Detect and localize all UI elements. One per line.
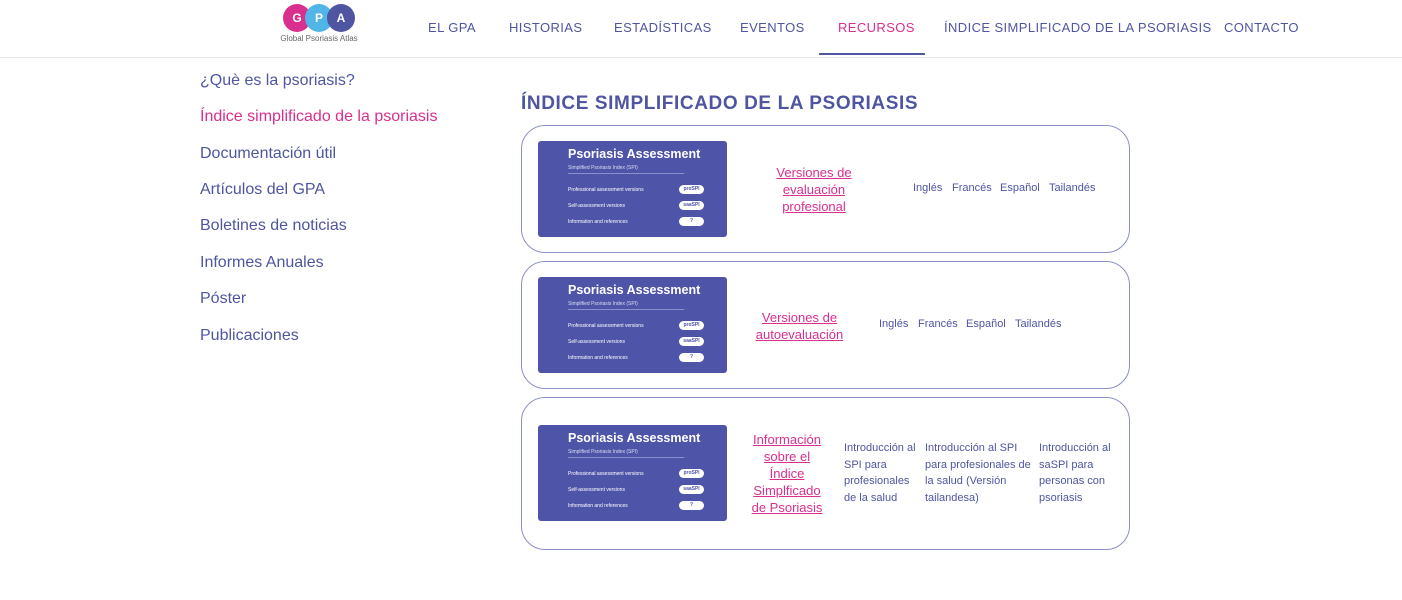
sidebar-item-documentacion[interactable]: Documentación útil: [200, 145, 337, 162]
thumbnail-row: Self-assessment versions: [568, 487, 625, 493]
thumbnail-divider: [568, 457, 684, 458]
site-header: [0, 0, 1402, 58]
link-ingles[interactable]: Inglés: [879, 318, 909, 330]
nav-eventos[interactable]: EVENTOS: [740, 20, 805, 35]
thumbnail-pill: ?: [679, 217, 704, 226]
thumbnail-subtitle: Simplified Psoriasis Index (SPI): [568, 165, 638, 171]
sidebar-item-publicaciones[interactable]: Publicaciones: [200, 327, 299, 344]
thumbnail-subtitle: Simplified Psoriasis Index (SPI): [568, 301, 638, 307]
thumbnail-row: Professional assessment versions: [568, 187, 644, 193]
sidebar-item-informes[interactable]: Informes Anuales: [200, 254, 324, 271]
thumbnail-pill: saaSPI: [679, 485, 704, 494]
thumbnail-row: Information and references: [568, 219, 628, 225]
logo-letter-p: P: [305, 4, 333, 32]
thumbnail-row: Professional assessment versions: [568, 471, 644, 477]
sidebar-item-articulos[interactable]: Artículos del GPA: [200, 181, 326, 198]
sidebar-item-boletines[interactable]: Boletines de noticias: [200, 217, 347, 234]
logo-tagline: Global Psoriasis Atlas: [280, 34, 358, 43]
thumbnail-row: Information and references: [568, 503, 628, 509]
nav-active-underline: [819, 53, 925, 55]
thumbnail-title: Psoriasis Assessment: [568, 431, 701, 445]
nav-el-gpa[interactable]: EL GPA: [428, 20, 476, 35]
thumbnail-pill: ?: [679, 353, 704, 362]
thumbnail-row: Information and references: [568, 355, 628, 361]
card-label-self-assessment[interactable]: Versiones de autoevaluación: [755, 310, 844, 342]
link-ingles[interactable]: Inglés: [913, 182, 943, 194]
nav-estadisticas[interactable]: ESTADÍSTICAS: [614, 20, 712, 35]
thumbnail-pill: saaSPI: [679, 201, 704, 210]
link-intro-spi-professionals[interactable]: Introducción al SPI para profesionales de la salud: [844, 442, 916, 504]
nav-contacto[interactable]: CONTACTO: [1224, 20, 1299, 35]
sidebar-item-poster[interactable]: Póster: [200, 290, 247, 307]
link-frances[interactable]: Francés: [918, 318, 958, 330]
thumbnail-divider: [568, 173, 684, 174]
link-tailandes[interactable]: Tailandés: [1015, 318, 1062, 330]
thumbnail-row: Professional assessment versions: [568, 323, 644, 329]
link-espanol[interactable]: Español: [1000, 182, 1040, 194]
link-espanol[interactable]: Español: [966, 318, 1006, 330]
card-label-spi-information[interactable]: Información sobre el Índice Simplficado de Psoriasis: [751, 432, 823, 515]
sidebar-item-indice-simplificado[interactable]: Índice simplificado de la psoriasis: [200, 108, 438, 125]
psoriasis-assessment-thumbnail[interactable]: [538, 141, 727, 237]
link-frances[interactable]: Francés: [952, 182, 992, 194]
nav-indice-simplificado[interactable]: ÍNDICE SIMPLIFICADO DE LA PSORIASIS: [944, 20, 1212, 35]
card-label-professional[interactable]: Versiones de evaluación profesional: [776, 165, 852, 214]
thumbnail-pill: proSPI: [679, 321, 704, 330]
sidebar-item-que-es-psoriasis[interactable]: ¿Què es la psoriasis?: [200, 72, 355, 89]
nav-recursos[interactable]: RECURSOS: [838, 20, 915, 35]
logo-letter-a: A: [327, 4, 355, 32]
thumbnail-subtitle: Simplified Psoriasis Index (SPI): [568, 449, 638, 455]
nav-historias[interactable]: HISTORIAS: [509, 20, 583, 35]
gpa-logo[interactable]: [278, 4, 360, 46]
thumbnail-divider: [568, 309, 684, 310]
thumbnail-row: Self-assessment versions: [568, 203, 625, 209]
thumbnail-title: Psoriasis Assessment: [568, 283, 701, 297]
thumbnail-pill: proSPI: [679, 185, 704, 194]
psoriasis-assessment-thumbnail[interactable]: [538, 277, 727, 373]
card-professional-versions: [521, 125, 1130, 253]
link-tailandes[interactable]: Tailandés: [1049, 182, 1096, 194]
page-title: ÍNDICE SIMPLIFICADO DE LA PSORIASIS: [521, 93, 919, 114]
logo-letter-g: G: [283, 4, 311, 32]
link-intro-saspi-patients[interactable]: Introducción al saSPI para personas con psoriasis: [1039, 442, 1111, 504]
link-intro-spi-professionals-thai[interactable]: Introducción al SPI para profesionales de la salud (Versión tailandesa): [925, 442, 1031, 504]
thumbnail-pill: ?: [679, 501, 704, 510]
card-spi-information: [521, 397, 1130, 550]
thumbnail-pill: proSPI: [679, 469, 704, 478]
thumbnail-row: Self-assessment versions: [568, 339, 625, 345]
card-self-assessment-versions: [521, 261, 1130, 389]
thumbnail-pill: saaSPI: [679, 337, 704, 346]
psoriasis-assessment-thumbnail[interactable]: [538, 425, 727, 521]
thumbnail-title: Psoriasis Assessment: [568, 147, 701, 161]
